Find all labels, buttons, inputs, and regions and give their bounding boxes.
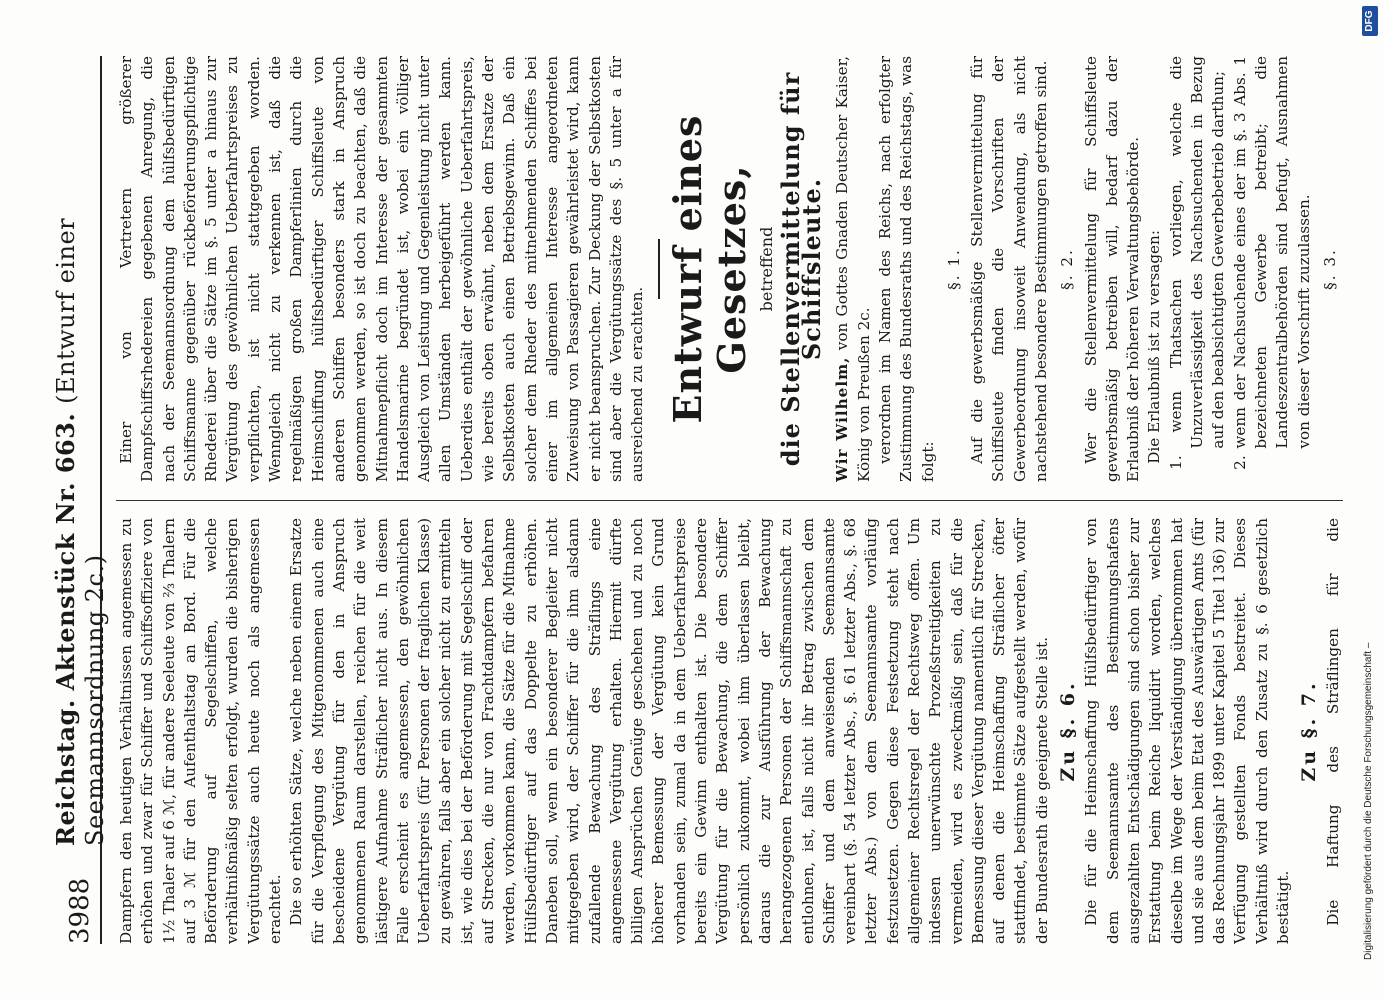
body-paragraph: Die für die Heimschaffung Hülfsbedürftiger von dem Seemannsamte des Bestimmungshafens ausgezahlten Entschädigungen sind schon bisher zur Erstattung beim Reiche liquidirt worden, welches dieselbe im Wege der Verständigung übernommen hat und sie aus dem beim Etat des Auswärtigen Amts (für das Rechnungsjahr 1899 unter Kapitel 5 Titel 136) zur Verfügung gestellten Fonds bestreitet. Dieses Verhältniß wird durch den Zusatz zu §. 6 gesetzlich bestätigt. bbox=[1082, 518, 1293, 944]
body-paragraph: Die Haftung des Sträflingen für die bbox=[1323, 518, 1342, 926]
section-heading: Zu §. 6. bbox=[1057, 680, 1080, 782]
preamble bbox=[832, 56, 875, 482]
page-number: 3988 bbox=[65, 877, 95, 944]
paragraph-symbol-heading: §. 2. bbox=[1058, 248, 1077, 290]
bill-title-betreffend: betreffend bbox=[757, 226, 777, 312]
list-item: 1. wenn Thatsachen vorliegen, welche die Unzuverlässigkeit des Nachsuchenden in Bezug auf den beabsichtigten Gewerbebetrieb darthun; bbox=[1166, 56, 1228, 470]
digitization-note-text: Digitalisierung gefördert durch die Deutsche Forschungsgemeinschaft – bbox=[1363, 642, 1374, 960]
title-rule bbox=[658, 239, 660, 299]
section-paragraph: Wer die Stellenvermittelung für Schiffsleute gewerbsmäßig betreiben will, bedarf dazu der Erlaubniß der höheren Verwaltungsbehörde. bbox=[1081, 56, 1143, 482]
preamble-wir: Wir Wilhelm, bbox=[833, 356, 852, 482]
dfg-logo bbox=[1362, 6, 1378, 36]
right-text-column bbox=[116, 56, 1343, 482]
page-header bbox=[51, 56, 109, 944]
left-text-column bbox=[116, 518, 1343, 944]
section-heading: Zu §. 7. bbox=[1298, 680, 1321, 782]
running-title-sub: (Entwurf einer Seemannsordnung 2c.) bbox=[52, 217, 109, 846]
running-title bbox=[51, 56, 109, 854]
bill-title: Entwurf eines Gesetzes, bbox=[665, 114, 755, 424]
bill-sections bbox=[944, 56, 1343, 482]
dfg-logo-text: DFG bbox=[1364, 10, 1375, 32]
running-title-main: Reichstag. Aktenstück Nr. 663. bbox=[51, 412, 80, 846]
body-paragraph: Dampfern den heutigen Verhältnissen angemessen zu erhöhen und zwar für Schiffer und Schiffsoffiziere von 1½ Thaler auf 6 ℳ, für andere Seeleute von ⅔ Thalern auf 3 ℳ für den Aufenthaltstag an Bord. Für die Beförderung auf Segelschiffen, welche verhältnißmäßig selten erfolgt, wurden die bisherigen Vergütungssätze auch heute noch als angemessen erachtet. bbox=[117, 518, 285, 944]
digitization-note bbox=[1360, 40, 1378, 960]
paragraph-symbol-heading: §. 3. bbox=[1320, 248, 1339, 290]
bill-subject: die Stellenvermittelung für Schiffsleute. bbox=[775, 71, 827, 467]
section-paragraph: Auf die gewerbsmäßige Stellenvermittelung für Schiffsleute finden die Vorschriften der Gewerbeordnung insoweit Anwendung, als nicht nachstehend besondere Bestimmungen getroffen sind. bbox=[968, 56, 1050, 482]
column-divider bbox=[116, 500, 1343, 501]
preamble-text: verordnen im Namen des Reichs, nach erfolgter Zustimmung des Bundesraths und des Reichstags, was folgt: bbox=[875, 56, 937, 482]
list-item: 2. wenn der Nachsuchende eines der im §. 3 Abs. 1 bezeichneten Gewerbe betreibt; die Landeszentralbehörden sind befugt, Ausnahmen von dieser Vorschrift zuzulassen. bbox=[1230, 56, 1313, 470]
preamble-rest: von Gottes Gnaden Deutscher Kaiser, König von Preußen 2c. bbox=[833, 56, 873, 482]
intro-paragraph: Einer von Vertretern größerer Dampfschiffsrhedereien gegebenen Anregung, die nach der Seemannsordnung dem hülfsbedürftigen Schiffsmanne gegenüber rückbeförderungspflichtige Rhederei über die Sätze im §. 5 unter a hinaus zur Vergütung des gewöhnlichen Ueberfahrtspreises zu verpflichten, ist nicht stattgegeben worden. Wenngleich nicht zu verkennen ist, daß die regelmäßigen großen Dampferlinien durch die Heimschiffung hülfsbedürftiger Schiffsleute von anderen Schiffen besonders stark in Anspruch genommen werden, so ist doch zu beachten, daß die Mitnahmepflicht doch im Interesse der gesammten Handelsmarine begründet ist, wobei ein völliger Ausgleich von Leistung und Gegenleistung nicht unter allen Umständen herbeigeführt werden kann. Ueberdies enthält der gewöhnliche Ueberfahrtspreis, wie bereits oben erwähnt, neben dem Ersatze der Selbstkosten auch einen Betriebsgewinn. Daß ein solcher dem Rheder des mitnehmenden Schiffes bei einer im allgemeinen Interesse angeordneten Zuweisung von Passagieren gewährleistet wird, kann er nicht beanspruchen. Zur Deckung der Selbstkosten sind aber die Vergütungssätze des §. 5 unter a für ausreichend zu erachten. bbox=[117, 56, 647, 482]
body-paragraph: Die so erhöhten Sätze, welche neben einem Ersatze für die Verpflegung des Mitgenommenen auch eine bescheidene Vergütung für den in Anspruch genommenen Raum darstellen, reichen für die weit lästigere Aufnahme Sträflicher nicht aus. In diesem Falle erscheint es angemessen, den gewöhnlichen Ueberfahrtspreis (für Personen der fraglichen Klasse) zu gewähren, falls aber ein solcher nicht zu ermitteln ist, wie dies bei der Beförderung mit Segelschiff oder auf Strecken, die nur von Frachtdampfern befahren werden, vorkommen kann, die Sätze für die Mitnahme Hülfsbedürftiger auf das Doppelte zu erhöhen. Daneben soll, wenn ein besonderer Begleiter nicht mitgegeben wird, der Schiffer für die ihm alsdann zufallende Bewachung des Sträflings eine angemessene Vergütung erhalten. Hiermit dürfte billigen Ansprüchen Genüge geschehen und zu noch höherer Bemessung der Vergütung kein Grund vorhanden sein, zumal da in dem Ueberfahrtspreise bereits ein Gewinn enthalten ist. Die besondere Vergütung für die Bewachung, die dem Schiffer persönlich zukommt, wobei ihm überlassen bleibt, daraus die zur Ausführung der Bewachung herangezogenen Personen der Schiffsmannschaft zu entlohnen, ist, falls nicht ihr Betrag zwischen dem Schiffer und dem anweisenden Seemannsamte vereinbart (§. 54 letzter Abs., §. 61 letzter Abs., §. 68 letzter Abs.) von dem Seemannsamte vorläufig festzusetzen. Gegen diese Festsetzung steht nach allgemeiner Rechtsregel der Rechtsweg offen. Um indessen unerwünschte Prozeßstreitigkeiten zu vermeiden, wird es zweckmäßig sein, daß für die Bemessung dieser Vergütung namentlich für Strecken, auf denen die Heimschaffung Sträflicher öfter stattfindet, bestimmte Sätze aufgestellt werden, wofür der Bundesrath die geeignete Stelle ist. bbox=[287, 518, 1051, 944]
paragraph-symbol-heading: §. 1. bbox=[944, 248, 963, 290]
section-paragraph: Die Erlaubniß ist zu versagen: bbox=[1145, 230, 1164, 464]
